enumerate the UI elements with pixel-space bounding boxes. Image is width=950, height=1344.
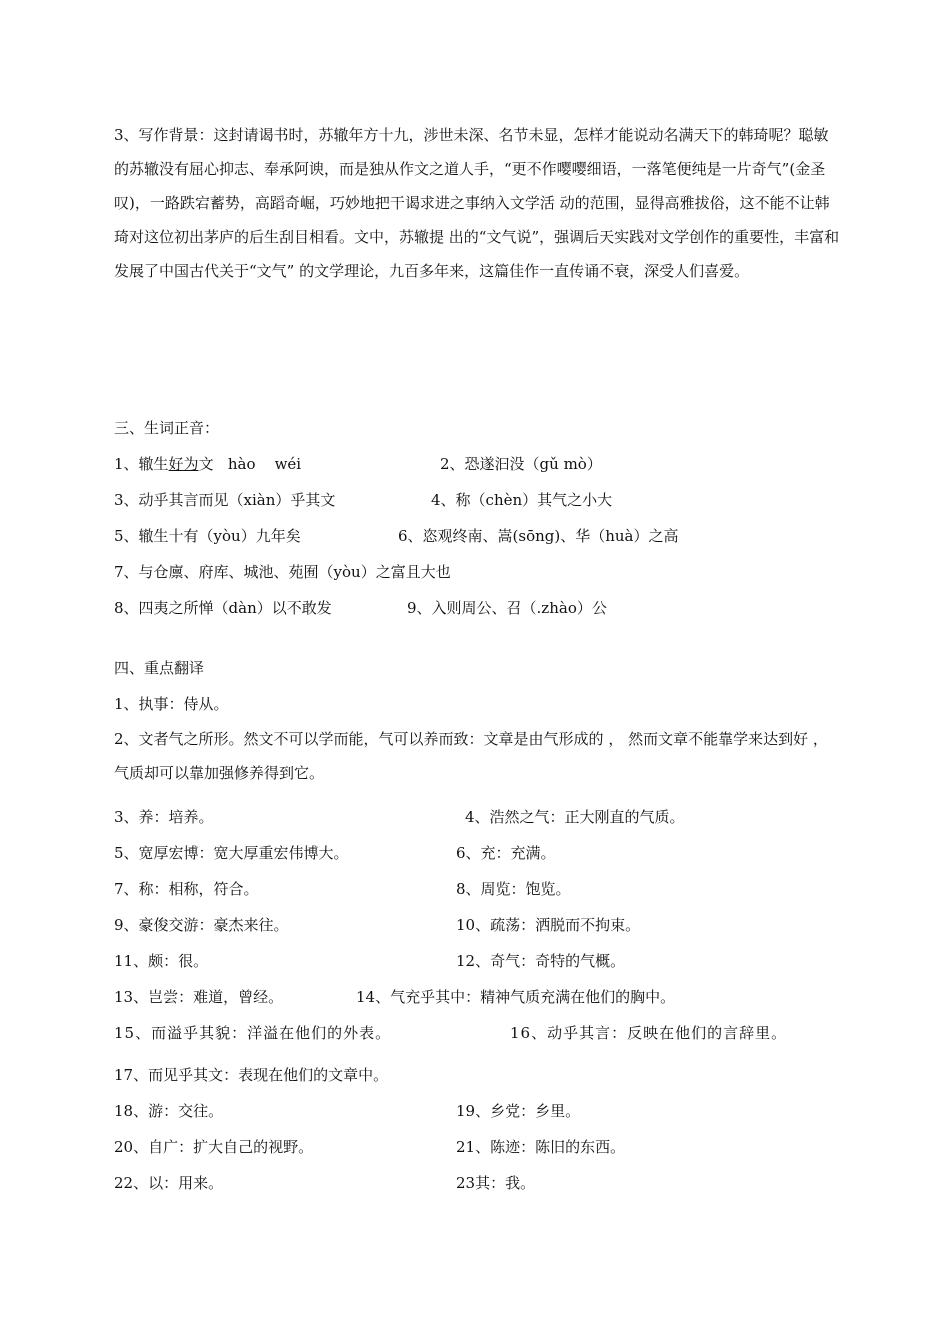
pronunciation-item-1 — [114, 453, 301, 475]
pronunciation-item-7: 7、与仓廪、府库、城池、苑囿（yòu）之富且大也 — [114, 563, 451, 581]
pronunciation-item-5: 5、辙生十有（yòu）九年矣 — [114, 527, 301, 545]
translation-item-14: 14、气充乎其中：精神气质充满在他们的胸中。 — [356, 988, 676, 1006]
translation-item-12: 12、奇气：奇特的气概。 — [456, 952, 626, 970]
translation-item-17: 17、而见乎其文：表现在他们的文章中。 — [114, 1066, 389, 1084]
translation-item-3: 3、养：培养。 — [114, 808, 214, 826]
pronunciation-item-6: 6、恣观终南、嵩(sōng)、华（huà）之高 — [398, 527, 679, 545]
translation-item-1: 1、执事：侍从。 — [114, 695, 229, 713]
translation-item-10: 10、疏荡：洒脱而不拘束。 — [456, 916, 641, 934]
translation-item-15: 15、而溢乎其貌：洋溢在他们的外表。 — [114, 1024, 392, 1042]
pronunciation-item-3: 3、动乎其言而见（xiàn）乎其文 — [114, 491, 336, 509]
translation-item-5: 5、宽厚宏博：宽大厚重宏伟博大。 — [114, 844, 349, 862]
item1-suffix: 文 hào wéi — [198, 455, 302, 473]
translation-item-23: 23其：我。 — [456, 1174, 536, 1192]
background-paragraph: 3、写作背景：这封请谒书时，苏辙年方十九，涉世未深、名节未显，怎样才能说动名满天下的韩琦呢？聪敏的苏辙没有屈心抑志、奉承阿谀，而是独从作文之道人手，“更不作嘤嘤细语，一落笔便纯是一片奇气”(金圣叹)，一路跌宕蓄势，高蹈奇崛，巧妙地把干谒求进之事纳入文学活 动的范围，显得高雅拔俗，这不能不让韩琦对这位初出茅庐的后生刮目相看。文中，苏辙提 出的“文气说”，强调后天实践对文学创作的重要性，丰富和发展了中国古代关于“文气” 的文学理论，九百多年来，这篇佳作一直传诵不衰，深受人们喜爱。 — [114, 126, 840, 280]
translation-item-7: 7、称：相称，符合。 — [114, 880, 259, 898]
translation-item-11: 11、颇：很。 — [114, 952, 209, 970]
translation-item-18: 18、游：交往。 — [114, 1102, 224, 1120]
translation-item-9: 9、豪俊交游：豪杰来往。 — [114, 916, 289, 934]
translation-item-21: 21、陈迹：陈旧的东西。 — [456, 1138, 626, 1156]
translation-item-13: 13、岂尝：难道，曾经。 — [114, 988, 284, 1006]
translation-item-22: 22、以：用来。 — [114, 1174, 224, 1192]
item1-underlined: 好为 — [168, 455, 199, 473]
translation-item-6: 6、充：充满。 — [456, 844, 556, 862]
item1-prefix: 1、辙生 — [114, 455, 169, 473]
pronunciation-heading: 三、生词正音： — [114, 419, 220, 437]
pronunciation-item-8: 8、四夷之所惮（dàn）以不敢发 — [114, 599, 332, 617]
translation-item-16: 16、动乎其言：反映在他们的言辞里。 — [510, 1024, 788, 1042]
translation-item-19: 19、乡党：乡里。 — [456, 1102, 581, 1120]
translation-heading: 四、重点翻译 — [114, 659, 205, 677]
translation-item-8: 8、周览：饱览。 — [456, 880, 571, 898]
translation-item-2: 2、文者气之所形。然文不可以学而能，气可以养而致：文章是由气形成的 ， 然而文章不能靠学来达到好 ，气质却可以靠加强修养得到它。 — [114, 730, 828, 782]
translation-item-20: 20、自广：扩大自己的视野。 — [114, 1138, 314, 1156]
translation-item-4: 4、浩然之气：正大刚直的气质。 — [465, 808, 685, 826]
pronunciation-item-2: 2、恐遂汩没（gǔ mò） — [440, 455, 602, 473]
pronunciation-item-9: 9、入则周公、召（.zhào）公 — [407, 599, 607, 617]
pronunciation-item-4: 4、称（chèn）其气之小大 — [431, 491, 613, 509]
